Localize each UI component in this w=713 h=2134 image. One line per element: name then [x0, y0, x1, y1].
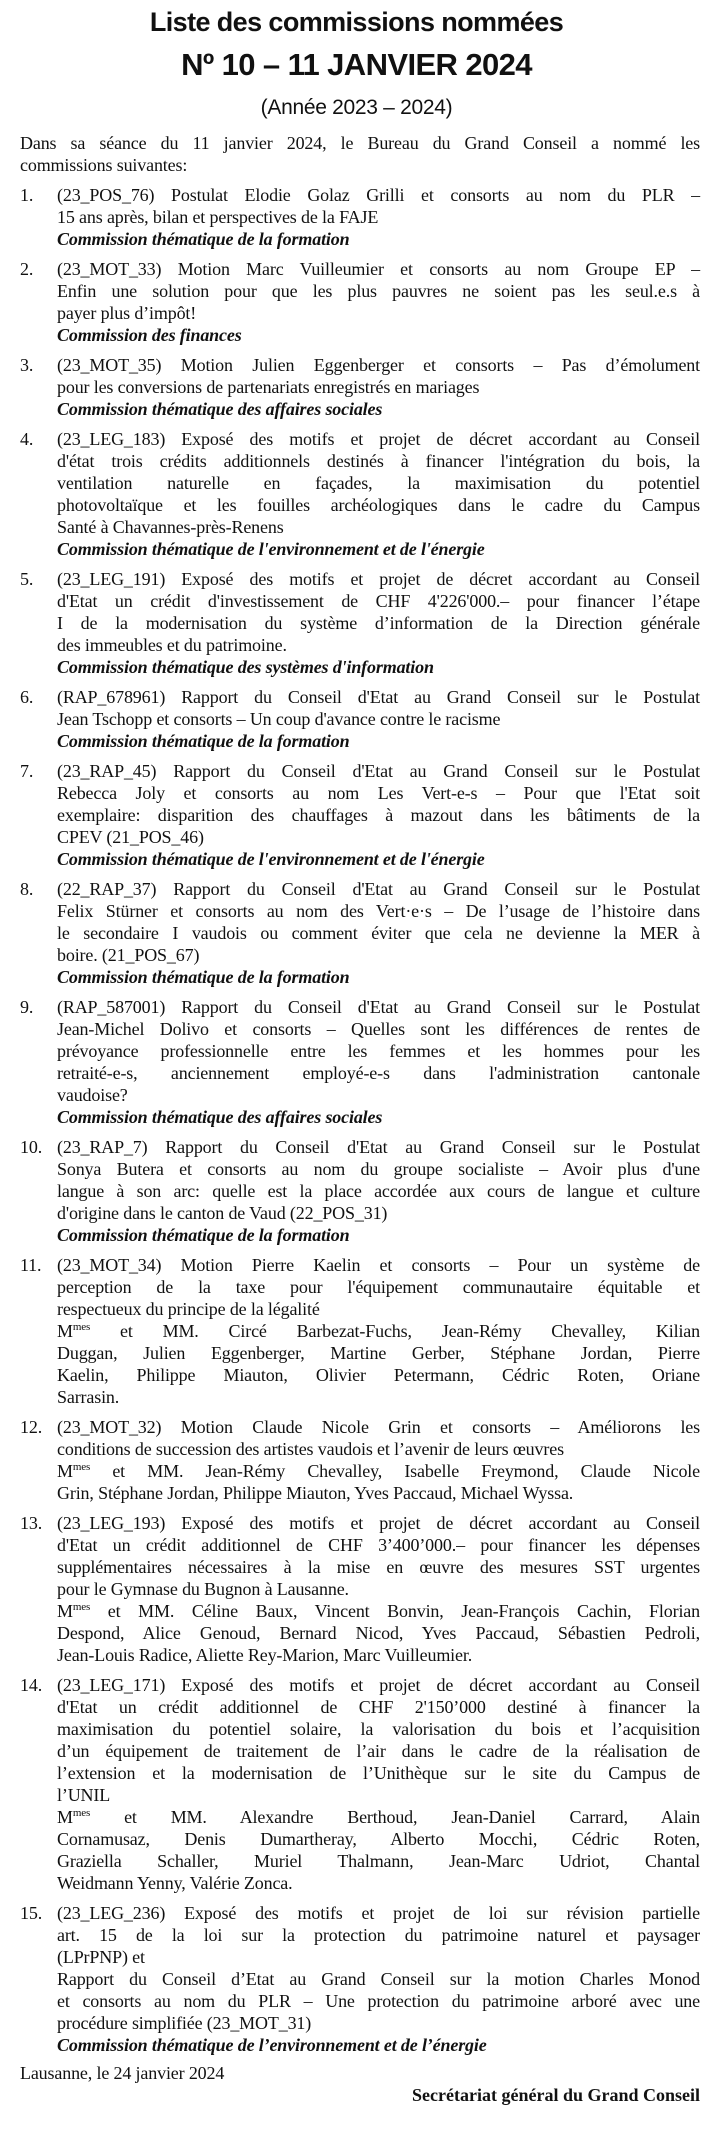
description-line: d'Etat un crédit d'investissement de CHF 4'226'000.– pour financer l’étape	[57, 591, 700, 611]
item-description	[57, 1902, 700, 1968]
members-line	[57, 1320, 700, 1342]
description-line: langue à son arc: quelle est la place accordée aux cours de langue et culture	[57, 1181, 700, 1201]
members-line: Grin, Stéphane Jordan, Philippe Miauton, Yves Paccaud, Michael Wyssa.	[57, 1483, 574, 1503]
members-line: Cornamusaz, Denis Dumartheray, Alberto Mocchi, Cédric Roten,	[57, 1829, 700, 1849]
list-item	[20, 258, 700, 346]
description-line: le secondaire I vaudois ou comment éviter que cela ne devienne la MER à	[57, 923, 700, 943]
item-number: 11.	[20, 1255, 42, 1275]
item-number: 13.	[20, 1513, 43, 1533]
description-line: d'état trois crédits additionnels destinés à financer l'intégration du bois, la	[57, 451, 700, 471]
description-line: (23_MOT_35) Motion Julien Eggenberger et consorts – Pas d’émolument	[57, 355, 700, 375]
commission-name: Commission des finances	[57, 325, 242, 345]
members-prefix-m: M	[57, 1601, 73, 1621]
members-prefix-m: M	[57, 1461, 73, 1481]
members-line: Duggan, Julien Eggenberger, Martine Gerber, Stéphane Jordan, Pierre	[57, 1343, 700, 1363]
description-line: retraité-e-s, anciennement employé-e-s dans l'administration cantonale	[57, 1063, 700, 1083]
description-line: conditions de succession des artistes vaudois et l’avenir de leurs œuvres	[57, 1439, 564, 1459]
members-prefix-m: M	[57, 1807, 73, 1827]
item-number: 6.	[20, 687, 34, 707]
commission-name: Commission thématique des affaires sociales	[57, 1107, 383, 1127]
item-description	[57, 1968, 700, 2034]
place-date: Lausanne, le 24 janvier 2024	[20, 2063, 225, 2083]
members-line: Kaelin, Philippe Miauton, Olivier Petermann, Cédric Roten, Oriane	[57, 1365, 700, 1385]
members-text: et MM. Céline Baux, Vincent Bonvin, Jean-François Cachin, Florian	[90, 1601, 700, 1621]
description-line: Santé à Chavannes-près-Renens	[57, 517, 284, 537]
description-line: payer plus d’impôt!	[57, 303, 197, 323]
members-line: Graziella Schaller, Muriel Thalmann, Jean-Marc Udriot, Chantal	[57, 1851, 700, 1871]
description-line: l’UNIL	[57, 1785, 111, 1805]
members-prefix-sup: mes	[72, 1601, 91, 1613]
members-line: Jean-Louis Radice, Aliette Rey-Marion, Marc Vuilleumier.	[57, 1645, 473, 1665]
description-line: d’un équipement de traitement de l’air dans le cadre de la réalisation de	[57, 1741, 700, 1761]
description-line: (23_LEG_171) Exposé des motifs et projet de décret accordant au Conseil	[57, 1675, 700, 1695]
description-line: (RAP_678961) Rapport du Conseil d'Etat au Grand Conseil sur le Postulat	[57, 687, 700, 707]
members-prefix-m: M	[57, 1321, 73, 1341]
list-item	[20, 760, 700, 870]
item-number: 10.	[20, 1137, 43, 1157]
list-item	[20, 996, 700, 1128]
document-body	[20, 132, 700, 2084]
description-line: Rapport du Conseil d’Etat au Grand Conseil sur la motion Charles Monod	[57, 1969, 700, 1989]
description-line: Jean-Michel Dolivo et consorts – Quelles sont les différences de rentes de	[57, 1019, 700, 1039]
members-prefix	[57, 1321, 90, 1341]
description-line: l’extension et la modernisation de l’Unithèque sur le site du Campus de	[57, 1763, 700, 1783]
commission-members	[57, 1600, 700, 1666]
description-line: d'Etat un crédit additionnel de CHF 2'150’000 destiné à financer la	[57, 1697, 700, 1717]
list-item	[20, 1136, 700, 1246]
description-line: Felix Stürner et consorts au nom des Vert·e·s – De l’usage de l’histoire dans	[57, 901, 700, 921]
description-line: 15 ans après, bilan et perspectives de la FAJE	[57, 207, 379, 227]
list-item	[20, 1902, 700, 2056]
description-line: boire. (21_POS_67)	[57, 945, 200, 965]
item-description	[57, 568, 700, 656]
description-line: exemplaire: disparition des chauffages à mazout dans les bâtiments de la	[57, 805, 700, 825]
item-number: 3.	[20, 355, 34, 375]
members-prefix	[57, 1601, 90, 1621]
item-number: 9.	[20, 997, 34, 1017]
item-description	[57, 1512, 700, 1600]
description-line: procédure simplifiée (23_MOT_31)	[57, 2013, 312, 2033]
list-item	[20, 428, 700, 560]
item-number: 12.	[20, 1417, 43, 1437]
description-line: ventilation naturelle en façades, la maximisation du potentiel	[57, 473, 700, 493]
members-line: Sarrasin.	[57, 1387, 120, 1407]
members-line	[57, 1806, 700, 1828]
members-text: et MM. Alexandre Berthoud, Jean-Daniel Carrard, Alain	[90, 1807, 700, 1827]
list-item	[20, 1674, 700, 1894]
description-line: (23_LEG_183) Exposé des motifs et projet de décret accordant au Conseil	[57, 429, 700, 449]
commission-members	[57, 1320, 700, 1408]
description-line: et consorts au nom du PLR – Une protection du patrimoine arboré avec une	[57, 1991, 700, 2011]
description-line: (23_MOT_34) Motion Pierre Kaelin et consorts – Pour un système de	[57, 1255, 700, 1275]
commission-name: Commission thématique de la formation	[57, 967, 350, 987]
intro-line: Dans sa séance du 11 janvier 2024, le Bureau du Grand Conseil a nommé les	[20, 133, 700, 153]
intro-line: commissions suivantes:	[20, 155, 188, 175]
description-line: photovoltaïque et les fouilles archéologiques dans le cadre du Campus	[57, 495, 700, 515]
description-line: maximisation du potentiel solaire, la valorisation du bois et l’acquisition	[57, 1719, 700, 1739]
members-line	[57, 1460, 700, 1482]
description-line: (23_RAP_45) Rapport du Conseil d'Etat au Grand Conseil sur le Postulat	[57, 761, 700, 781]
commission-name: Commission thématique de la formation	[57, 1225, 350, 1245]
members-prefix-sup: mes	[72, 1807, 91, 1819]
members-line	[57, 1600, 700, 1622]
list-item	[20, 686, 700, 752]
description-line: pour les conversions de partenariats enregistrés en mariages	[57, 377, 480, 397]
description-line: supplémentaires nécessaires à la mise en œuvre des mesures SST urgentes	[57, 1557, 700, 1577]
description-line: d'origine dans le canton de Vaud (22_POS_31)	[57, 1203, 388, 1223]
item-description	[57, 184, 700, 228]
description-line: Rebecca Joly et consorts au nom Les Vert-e-s – Pour que l'Etat soit	[57, 783, 700, 803]
members-prefix-sup: mes	[72, 1321, 91, 1333]
description-line: prévoyance professionnelle entre les femmes et les hommes pour les	[57, 1041, 700, 1061]
item-number: 4.	[20, 429, 34, 449]
item-description	[57, 686, 700, 730]
item-number: 1.	[20, 185, 34, 205]
item-description	[57, 428, 700, 538]
members-prefix-sup: mes	[72, 1461, 91, 1473]
list-item	[20, 1254, 700, 1408]
members-text: et MM. Circé Barbezat-Fuchs, Jean-Rémy Chevalley, Kilian	[90, 1321, 700, 1341]
description-line: Sonya Butera et consorts au nom du groupe socialiste – Avoir plus d'une	[57, 1159, 700, 1179]
list-item	[20, 568, 700, 678]
item-description	[57, 1136, 700, 1224]
item-description	[57, 760, 700, 848]
description-line: vaudoise?	[57, 1085, 128, 1105]
item-number: 8.	[20, 879, 34, 899]
list-item	[20, 1416, 700, 1504]
commission-name: Commission thématique de la formation	[57, 229, 350, 249]
members-prefix	[57, 1807, 90, 1827]
commission-list	[20, 184, 700, 2056]
description-line: (23_MOT_33) Motion Marc Vuilleumier et consorts au nom Groupe EP –	[57, 259, 700, 279]
description-line: respectueux du principe de la légalité	[57, 1299, 320, 1319]
commission-members	[57, 1460, 700, 1504]
signature: Secrétariat général du Grand Conseil	[412, 2085, 700, 2105]
list-item	[20, 878, 700, 988]
description-line: (LPrPNP) et	[57, 1947, 145, 1967]
description-line: Enfin une solution pour que les plus pauvres ne soient pas les seul.e.s à	[57, 281, 700, 301]
description-line: (23_RAP_7) Rapport du Conseil d'Etat au Grand Conseil sur le Postulat	[57, 1137, 700, 1157]
description-line: (23_POS_76) Postulat Elodie Golaz Grilli et consorts au nom du PLR –	[57, 185, 700, 205]
item-description	[57, 1416, 700, 1460]
item-description	[57, 878, 700, 966]
item-number: 15.	[20, 1903, 43, 1923]
item-number: 2.	[20, 259, 34, 279]
item-number: 7.	[20, 761, 34, 781]
item-description	[57, 1254, 700, 1320]
members-line: Weidmann Yenny, Valérie Zonca.	[57, 1873, 293, 1893]
description-line: (23_LEG_193) Exposé des motifs et projet de décret accordant au Conseil	[57, 1513, 700, 1533]
item-description	[57, 258, 700, 324]
item-description	[57, 1674, 700, 1806]
list-item	[20, 184, 700, 250]
description-line: (RAP_587001) Rapport du Conseil d'Etat au Grand Conseil sur le Postulat	[57, 997, 700, 1017]
commission-name: Commission thématique des systèmes d'information	[57, 657, 434, 677]
item-number: 14.	[20, 1675, 43, 1695]
list-item	[20, 354, 700, 420]
commission-name: Commission thématique des affaires sociales	[57, 399, 383, 419]
intro-paragraph	[20, 132, 700, 176]
description-line: CPEV (21_POS_46)	[57, 827, 204, 847]
description-line: (23_LEG_191) Exposé des motifs et projet de décret accordant au Conseil	[57, 569, 700, 589]
commission-name: Commission thématique de l'environnement et de l'énergie	[57, 849, 485, 869]
members-line: Despond, Alice Genoud, Bernard Nicod, Yves Paccaud, Sébastien Pedroli,	[57, 1623, 700, 1643]
description-line: Jean Tschopp et consorts – Un coup d'avance contre le racisme	[57, 709, 501, 729]
document-title: Liste des commissions nommées	[149, 7, 564, 37]
item-number: 5.	[20, 569, 34, 589]
list-item	[20, 1512, 700, 1666]
commission-name: Commission thématique de la formation	[57, 731, 350, 751]
item-description	[57, 996, 700, 1106]
description-line: des immeubles et du patrimoine.	[57, 635, 287, 655]
description-line: I de la modernisation du système d’information de la Direction générale	[57, 613, 700, 633]
commission-name: Commission thématique de l'environnement et de l'énergie	[57, 539, 485, 559]
description-line: (23_MOT_32) Motion Claude Nicole Grin et consorts – Améliorons les	[57, 1417, 700, 1437]
members-text: et MM. Jean-Rémy Chevalley, Isabelle Freymond, Claude Nicole	[90, 1461, 700, 1481]
description-line: perception de la taxe pour l'équipement communautaire équitable et	[57, 1277, 700, 1297]
document-number-date: Nº 10 – 11 JANVIER 2024	[181, 47, 532, 82]
members-prefix	[57, 1461, 90, 1481]
commission-name: Commission thématique de l’environnement et de l’énergie	[57, 2035, 487, 2055]
item-description	[57, 354, 700, 398]
commission-members	[57, 1806, 700, 1894]
document-year: (Année 2023 – 2024)	[260, 96, 453, 119]
description-line: d'Etat un crédit additionnel de CHF 3’400’000.– pour financer les dépenses	[57, 1535, 700, 1555]
description-line: pour le Gymnase du Bugnon à Lausanne.	[57, 1579, 349, 1599]
description-line: (23_LEG_236) Exposé des motifs et projet de loi sur révision partielle	[57, 1903, 700, 1923]
description-line: (22_RAP_37) Rapport du Conseil d'Etat au Grand Conseil sur le Postulat	[57, 879, 700, 899]
description-line: art. 15 de la loi sur la protection du patrimoine naturel et paysager	[57, 1925, 700, 1945]
